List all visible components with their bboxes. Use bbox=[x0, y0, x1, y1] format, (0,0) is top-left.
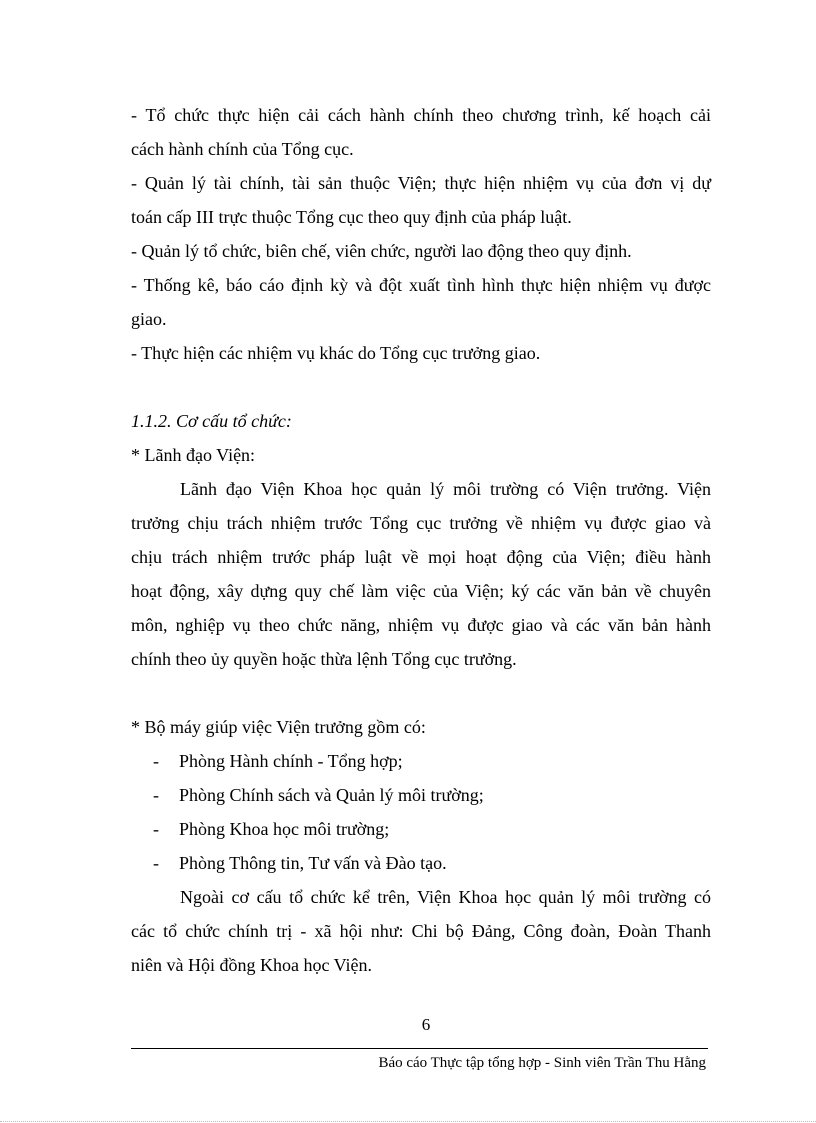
department-bullet: - bbox=[153, 785, 159, 805]
footer-text: Báo cáo Thực tập tổng hợp - Sinh viên Trần Thu Hằng bbox=[378, 1055, 706, 1071]
closing-paragraph-line-2: các tổ chức chính trị - xã hội như: Chi bộ Đảng, Công đoàn, Đoàn Thanh bbox=[131, 921, 711, 941]
apparatus-label: * Bộ máy giúp việc Viện trưởng gồm có: bbox=[131, 717, 426, 737]
function-item-4-line-1: - Thống kê, báo cáo định kỳ và đột xuất tình hình thực hiện nhiệm vụ được bbox=[131, 275, 711, 295]
department-label: Phòng Hành chính - Tổng hợp; bbox=[179, 751, 403, 771]
closing-paragraph-line-1: Ngoài cơ cấu tổ chức kể trên, Viện Khoa học quản lý môi trường có bbox=[180, 887, 711, 907]
page-edge-divider bbox=[0, 1121, 816, 1122]
department-bullet: - bbox=[153, 751, 159, 771]
department-item bbox=[153, 852, 447, 874]
leadership-label: * Lãnh đạo Viện: bbox=[131, 445, 256, 465]
function-item-3: - Quản lý tổ chức, biên chế, viên chức, người lao động theo quy định. bbox=[131, 241, 632, 261]
function-item-5: - Thực hiện các nhiệm vụ khác do Tổng cục trưởng giao. bbox=[131, 343, 541, 363]
section-heading: 1.1.2. Cơ cấu tổ chức: bbox=[131, 411, 292, 431]
department-item bbox=[153, 818, 389, 840]
department-item bbox=[153, 784, 484, 806]
department-label: Phòng Chính sách và Quản lý môi trường; bbox=[179, 785, 484, 805]
function-item-4-line-2: giao. bbox=[131, 309, 167, 329]
function-item-2-line-1: - Quản lý tài chính, tài sản thuộc Viện; thực hiện nhiệm vụ của đơn vị dự bbox=[131, 173, 711, 193]
footer-divider bbox=[131, 1048, 708, 1049]
function-item-2-line-2: toán cấp III trực thuộc Tổng cục theo quy định của pháp luật. bbox=[131, 207, 572, 227]
department-bullet: - bbox=[153, 819, 159, 839]
leadership-paragraph-line-2: trưởng chịu trách nhiệm trước Tổng cục trưởng về nhiệm vụ được giao và bbox=[131, 513, 711, 533]
leadership-paragraph-line-4: hoạt động, xây dựng quy chế làm việc của Viện; ký các văn bản về chuyên bbox=[131, 581, 711, 601]
function-item-1-line-2: cách hành chính của Tổng cục. bbox=[131, 139, 354, 159]
department-label: Phòng Khoa học môi trường; bbox=[179, 819, 390, 839]
closing-paragraph-line-3: niên và Hội đồng Khoa học Viện. bbox=[131, 955, 373, 975]
leadership-paragraph-line-6: chính theo ủy quyền hoặc thừa lệnh Tổng cục trưởng. bbox=[131, 649, 517, 669]
leadership-paragraph-line-5: môn, nghiệp vụ theo chức năng, nhiệm vụ được giao và các văn bản hành bbox=[131, 615, 711, 635]
department-item bbox=[153, 750, 403, 772]
department-bullet: - bbox=[153, 853, 159, 873]
leadership-paragraph-line-3: chịu trách nhiệm trước pháp luật về mọi hoạt động của Viện; điều hành bbox=[131, 547, 711, 567]
department-label: Phòng Thông tin, Tư vấn và Đào tạo. bbox=[179, 853, 447, 873]
leadership-paragraph-line-1: Lãnh đạo Viện Khoa học quản lý môi trường có Viện trưởng. Viện bbox=[180, 479, 711, 499]
page-number: 6 bbox=[421, 1015, 431, 1034]
function-item-1-line-1: - Tổ chức thực hiện cải cách hành chính theo chương trình, kế hoạch cải bbox=[131, 105, 711, 125]
